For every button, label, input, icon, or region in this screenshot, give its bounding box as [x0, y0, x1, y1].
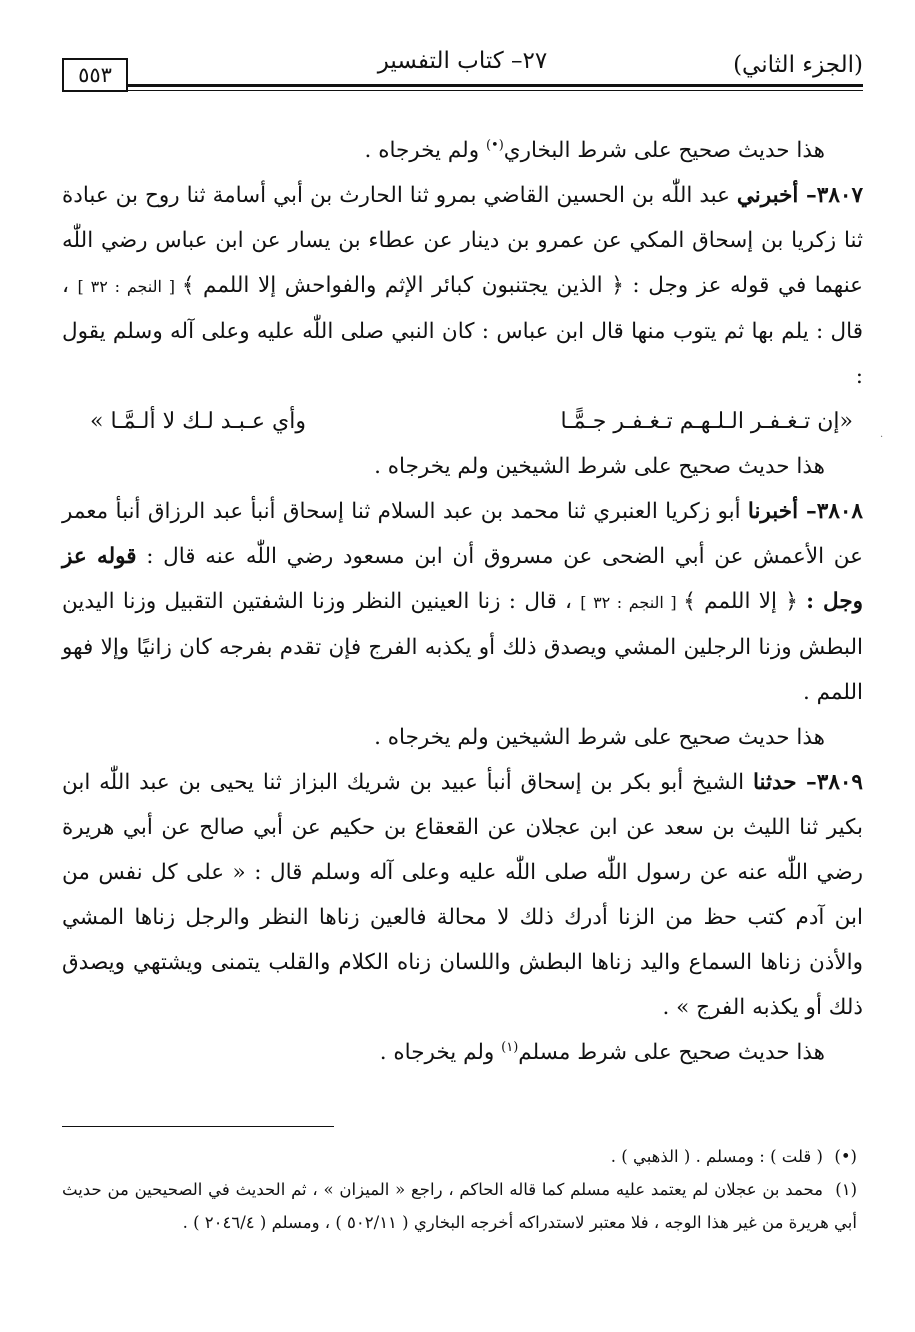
hadith-3808 [62, 489, 863, 715]
verdict-tail: ولم يخرجاه . [379, 1040, 502, 1065]
poem-line [62, 399, 863, 444]
footnote [62, 1140, 857, 1173]
footnote-text: ( قلت ) : ومسلم . ( الذهبي ) . [610, 1147, 823, 1166]
quran-verse: ﴿ الذين يجتنبون كبائر الإثم والفواحش إلا اللمم ﴾ [181, 273, 624, 298]
narration-keyword: أخبرني [736, 183, 799, 208]
chapter-title: ٢٧– كتاب التفسير [377, 48, 548, 74]
footnote-mark: (١) [835, 1180, 857, 1199]
footnote-mark: (•) [834, 1147, 857, 1166]
footnote-separator [62, 1126, 334, 1127]
verse-reference: [ النجم : ٣٢ ] [77, 277, 182, 296]
verdict-line: هذا حديث صحيح على شرط الشيخين ولم يخرجاه . [374, 725, 825, 750]
footnote [62, 1173, 857, 1239]
verdict-tail: ولم يخرجاه . [364, 138, 486, 163]
verdict-text: هذا حديث صحيح على شرط مسلم [518, 1040, 825, 1065]
footnotes [62, 1140, 857, 1239]
hadith-3807 [62, 173, 863, 399]
verdict-line: هذا حديث صحيح على شرط الشيخين ولم يخرجاه . [374, 454, 825, 479]
verdict-text: هذا حديث صحيح على شرط البخاري [503, 138, 825, 163]
bold-phrase: قوله عز وجل : [62, 544, 863, 614]
hadith-quote: « على كل نفس من ابن آدم كتب حظ من الزنا أدرك ذلك لا محالة فالعين زناها النظر والرجل زناها المشي والأذن زناها السماع واليد زناها البطش واللسان زناه الكلام والقلب يتمنى ويشتهي ويصدق ذلك أو يكذبه الفرج » . [62, 860, 863, 1020]
footnote-marker: (١) [501, 1039, 519, 1055]
isnad-text: الشيخ أبو بكر بن إسحاق أنبأ عبيد بن شريك البزاز ثنا يحيى بن عبد اللّٰه ابن بكير ثنا الليث بن سعد عن ابن عجلان عن القعقاع بن حكيم عن أبي صالح عن أبي هريرة رضي اللّٰه عنه عن رسول اللّٰه صلى اللّٰه عليه وعلى آله وسلم قال : [62, 770, 864, 885]
isnad-text: أبو زكريا العنبري ثنا محمد بن عبد السلام ثنا إسحاق أنبأ عبد الرزاق أنبأ معمر عن الأعمش عن أبي الضحى عن مسروق أن ابن مسعود رضي اللّٰه عنه قال : [62, 499, 863, 569]
margin-mark: · [880, 432, 884, 443]
verdict-line [62, 128, 863, 173]
part-title: (الجزء الثاني) [733, 52, 863, 78]
footnote-text: محمد بن عجلان لم يعتمد عليه مسلم كما قاله الحاكم ، راجع « الميزان » ، ثم الحديث في الصحيحين من حديث أبي هريرة من غير هذا الوجه ، فلا معتبر لاستدراكه أخرجه البخاري ( ٥٠٢/١١ ) ، ومسلم ( ٢٠٤٦/٤ ) . [62, 1180, 857, 1232]
hadith-number: ٣٨٠٨– [798, 499, 863, 524]
main-text [62, 128, 863, 1075]
header-rule-thin [128, 90, 863, 91]
hadith-3809 [62, 760, 863, 1030]
page-number: ٥٥٣ [62, 58, 128, 92]
header-rule-thick [128, 84, 863, 87]
page-header [62, 42, 863, 98]
quran-verse: ﴿ إلا اللمم ﴾ [683, 589, 807, 614]
poem-hemistich-right: «إن تـغـفـر الـلـهـم تـغـفـر جـمًّـا [560, 409, 853, 434]
verdict-line [62, 1030, 863, 1075]
narration-keyword: أخبرنا [747, 499, 799, 524]
hadith-number: ٣٨٠٧– [798, 183, 863, 208]
poem-hemistich-left: وأي عـبـد لـك لا ألـمَّـا » [90, 409, 306, 434]
matn-text: ، قال : زنا العينين النظر وزنا الشفتين التقبيل وزنا اليدين البطش وزنا الرجلين المشي ويصدق ذلك أو يكذبه الفرج فإن تقدم بفرجه كان زانيًا وإلا فهو اللمم . [62, 589, 863, 705]
hadith-number: ٣٨٠٩– [796, 770, 863, 795]
matn-text: ، قال : يلم بها ثم يتوب منها قال ابن عباس : كان النبي صلى اللّٰه عليه وعلى آله وسلم يقول : [62, 273, 863, 389]
narration-keyword: حدثنا [752, 770, 797, 795]
isnad-text: عبد اللّٰه بن الحسين القاضي بمرو ثنا الحارث بن أبي أسامة ثنا روح بن عبادة ثنا زكريا بن إسحاق المكي عن عمرو بن دينار عن عطاء بن يسار عن ابن عباس رضي اللّٰه عنهما في قوله عز وجل : [62, 183, 864, 298]
verse-reference: [ النجم : ٣٢ ] [580, 593, 684, 612]
footnote-marker: (•) [485, 137, 504, 153]
